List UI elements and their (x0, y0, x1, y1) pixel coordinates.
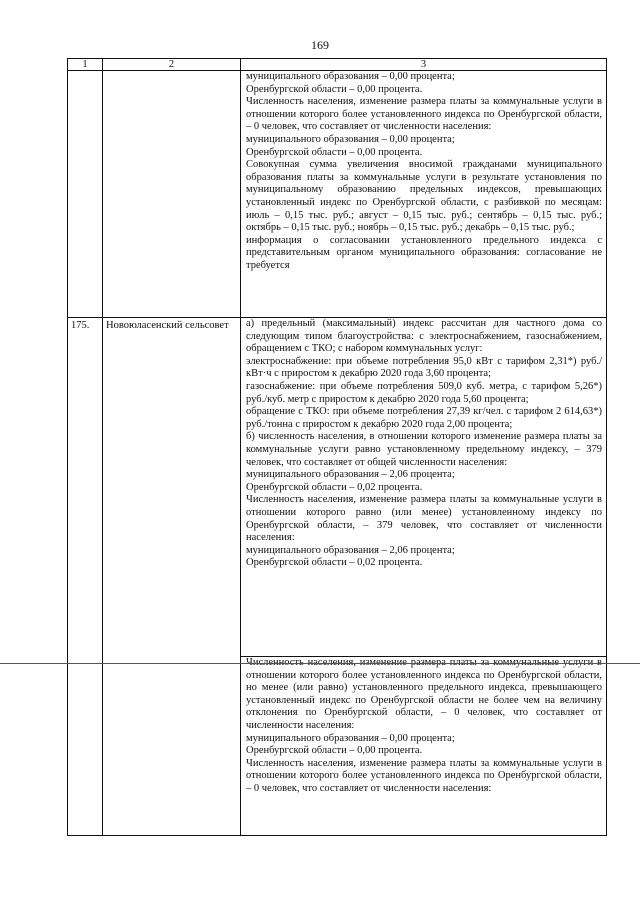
row-number-cell: 175. (68, 318, 103, 657)
municipality-name-cell (103, 71, 241, 318)
paragraph: газоснабжение: при объеме потребления 509,0 куб. метра, с тарифом 5,26*) руб./куб. метр с приростом к декабрю 2020 года 5,60 процента; (246, 380, 602, 405)
paragraph: Оренбургской области – 0,00 процента. (246, 83, 423, 95)
municipality-name-cell (103, 657, 241, 836)
table-header-row (68, 59, 607, 71)
scan-artifact-line (0, 663, 640, 664)
paragraph: Оренбургской области – 0,00 процента. (246, 745, 423, 757)
paragraph: муниципального образования – 2,06 процента; (246, 469, 455, 481)
municipal-index-table (67, 58, 607, 836)
table-row (68, 71, 607, 318)
municipality-name-cell: Новоюласенский сельсовет (103, 318, 241, 657)
paragraph: Оренбургской области – 0,00 процента. (246, 146, 423, 158)
column-header-2: 2 (103, 59, 241, 71)
paragraph: информация о согласовании установленного предельного индекса с представительным органом муниципального образования: согласование не требуется (246, 234, 602, 271)
paragraph: Численность населения, изменение размера платы за коммунальные услуги в отношении которого более установленного индекса по Оренбургской области, – 0 человек, что составляет от численности населения: (246, 96, 602, 133)
index-description-cell (241, 657, 607, 836)
paragraph: Численность населения, изменение размера платы за коммунальные услуги в отношении которого более установленного индекса по Оренбургской области, – 0 человек, что составляет от численности населения: (246, 757, 602, 794)
paragraph: муниципального образования – 0,00 процента; (246, 732, 455, 744)
paragraph: муниципального образования – 2,06 процента; (246, 544, 455, 556)
paragraph: обращение с ТКО: при объеме потребления 27,39 кг/чел. с тарифом 2 614,63*) руб./тонна с приростом к декабрю 2020 года 2,00 процента; (246, 406, 602, 430)
paragraph: муниципального образования – 0,00 процента; (246, 133, 455, 145)
table-row (68, 318, 607, 657)
paragraph: Численность населения, изменение размера платы за коммунальные услуги в отношении которого равно (или менее) установленному индексу по Оренбургской области, – 379 человек, что составляет от численности населения: (246, 494, 602, 544)
table-row (68, 657, 607, 836)
column-header-1: 1 (68, 59, 103, 71)
row-number-cell (68, 71, 103, 318)
index-description-cell (241, 318, 607, 657)
paragraph: а) предельный (максимальный) индекс рассчитан для частного дома со следующим типом благоустройства: с электроснабжением, газоснабжением, обращением с ТКО; с набором коммунальных услуг: (246, 318, 602, 355)
paragraph: Оренбургской области – 0,02 процента. (246, 557, 423, 569)
paragraph: электроснабжение: при объеме потребления 95,0 кВт с тарифом 2,31*) руб./кВт·ч с приростом к декабрю 2020 года 3,60 процента; (246, 355, 602, 380)
page-number: 169 (311, 38, 329, 52)
column-header-3: 3 (241, 59, 607, 71)
paragraph: Численность населения, изменение размера платы за коммунальные услуги в отношении которого более установленного индекса по Оренбургской области, но менее (или равно) установленного предельного индекса, превышающего установленный индекс по Оренбургской области не более чем на величину отклонения по Оренбургской области, – 0 человек, что составляет от численности населения: (246, 657, 602, 731)
paragraph: Совокупная сумма увеличения вносимой гражданами муниципального образования платы за коммунальные услуги в результате установления по муниципальному образованию предельных индексов, превышающих установленный индекс по Оренбургской области, с разбивкой по месяцам: июль – 0,15 тыс. руб.; август – 0,15 тыс. руб.; сентябрь – 0,15 тыс. руб.; октябрь – 0,15 тыс. руб.; ноябрь – 0,15 тыс. руб.; декабрь – 0,15 тыс. руб.; (246, 159, 602, 234)
index-description-cell (241, 71, 607, 318)
row-number-cell (68, 657, 103, 836)
paragraph: б) численность населения, в отношении которого изменение размера платы за коммунальные услуги равно установленному предельному индексу, – 379 человек, что составляет от общей численности населения: (246, 431, 602, 468)
paragraph: Оренбургской области – 0,02 процента. (246, 481, 423, 493)
paragraph: муниципального образования – 0,00 процента; (246, 71, 455, 82)
